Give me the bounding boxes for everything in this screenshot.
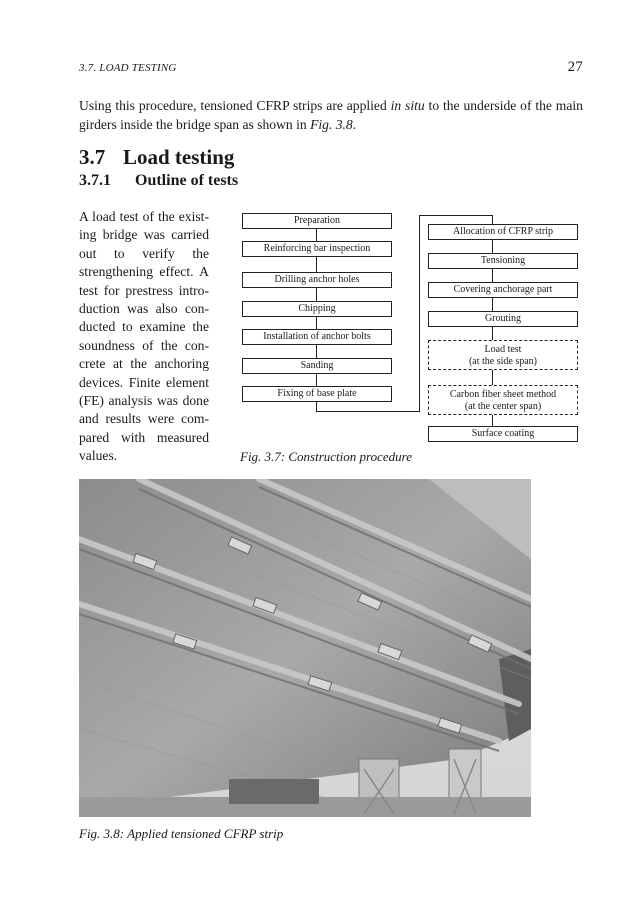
section-heading — [79, 145, 234, 170]
link-horizontal — [316, 411, 419, 412]
body-paragraph: A load test of the existing bridge was carried out to verify the strengthening effect. A test for prestress introduction was also conducted to examine the soundness of the concrete at the anchoring devices. Finite element (FE) analysis was done and results were compared with measured values. — [79, 209, 209, 464]
figure-3-8-caption: Fig. 3.8: Applied tensioned CFRP strip — [79, 826, 284, 841]
flow-step-grouting — [428, 311, 578, 327]
page-number: 27 — [567, 59, 583, 75]
bridge-underside-photo — [79, 479, 531, 817]
link-up — [419, 215, 420, 412]
intro-text-1: Using this procedure, tensioned CFRP strips are applied — [79, 98, 391, 113]
section-title: Load testing — [123, 145, 235, 169]
intro-text-2: to the underside of the main girders inside the bridge span as shown in — [79, 98, 583, 132]
flow-step-chipping: Chipping — [242, 301, 392, 317]
flow-step-surface-coating-label: Surface coating — [471, 428, 535, 439]
flow-step-carbon-fiber — [428, 385, 578, 415]
flow-step-grouting-label: Grouting — [484, 313, 522, 324]
section-number: 3.7 — [79, 145, 106, 169]
flow-step-covering-label: Covering anchorage part — [453, 284, 553, 295]
figure-reference: Fig. 3.8 — [310, 117, 353, 132]
running-head-section: 3.7. LOAD TESTING — [79, 62, 177, 74]
link-top — [419, 215, 492, 216]
intro-italic: in situ — [390, 98, 425, 113]
flow-step-base-plate: Fixing of base plate — [242, 386, 392, 402]
intro-paragraph — [79, 96, 583, 134]
flow-step-allocation-label: Allocation of CFRP strip — [453, 226, 553, 237]
subsection-number: 3.7.1 — [79, 172, 111, 189]
subsection-heading — [79, 172, 238, 190]
flow-step-allocation — [428, 224, 578, 240]
flow-step-rebar-inspection: Reinforcing bar inspection — [242, 241, 392, 257]
flow-step-load-test-sub: (at the side span) — [468, 356, 538, 367]
flow-step-surface-coating — [428, 426, 578, 442]
flow-step-sanding: Sanding — [242, 358, 392, 374]
flow-step-carbon-fiber-sub: (at the center span) — [464, 401, 542, 412]
flow-step-covering — [428, 282, 578, 298]
subsection-title: Outline of tests — [135, 172, 239, 189]
flow-step-preparation: Preparation — [242, 213, 392, 229]
flow-step-tensioning-label: Tensioning — [480, 255, 526, 266]
construction-flowchart — [236, 205, 586, 445]
running-head — [79, 59, 583, 75]
figure-3-7-caption: Fig. 3.7: Construction procedure — [240, 449, 412, 464]
bridge-photo-illustration — [79, 479, 531, 817]
flow-step-carbon-fiber-label: Carbon fiber sheet method — [449, 389, 557, 400]
flow-step-tensioning — [428, 253, 578, 269]
flow-step-load-test-label: Load test — [484, 344, 522, 355]
flow-step-load-test — [428, 340, 578, 370]
intro-text-end: . — [352, 117, 357, 132]
flow-step-anchor-bolts: Installation of anchor bolts — [242, 329, 392, 345]
flow-step-drilling: Drilling anchor holes — [242, 272, 392, 288]
